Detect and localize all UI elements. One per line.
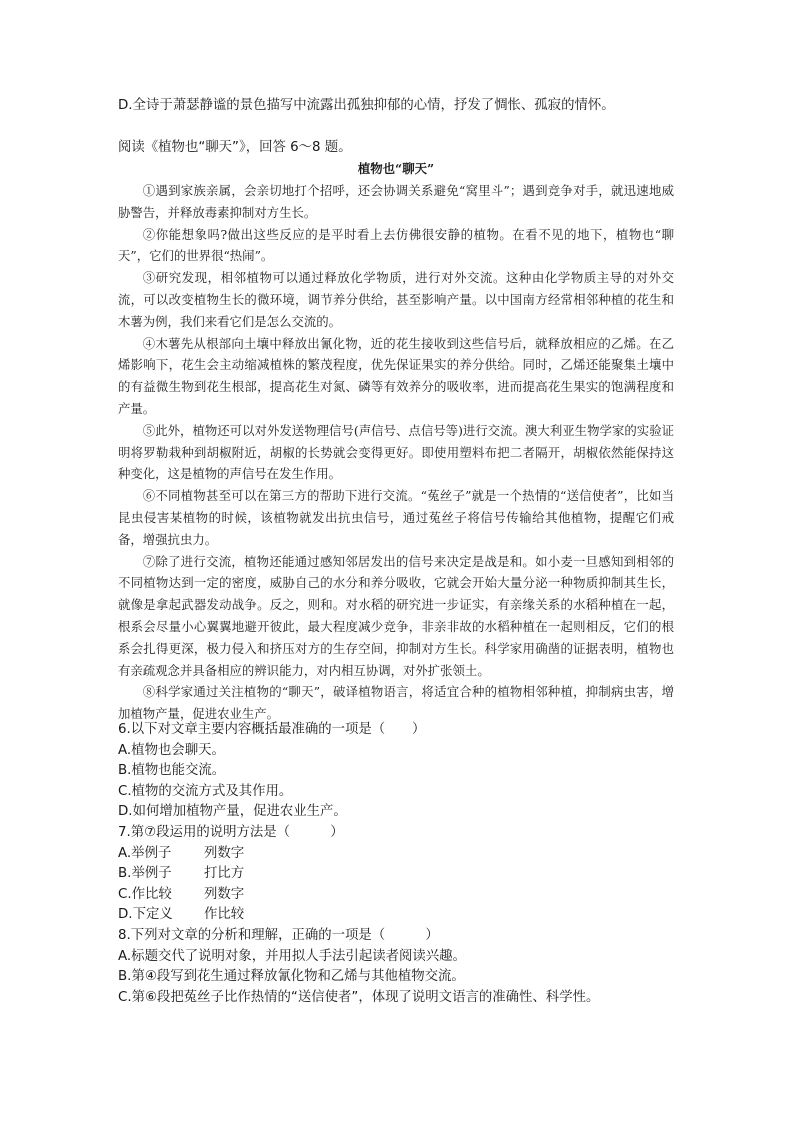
question-6-option-d: D.如何增加植物产量，促进农业生产。	[118, 804, 347, 820]
option-method: 列数字	[204, 845, 245, 861]
option-method: 作比较	[204, 907, 245, 923]
option-label: A.举例子	[118, 845, 172, 861]
question-list	[118, 720, 599, 1008]
article-paragraph-5: ⑤此外，植物还可以对外发送物理信号(声信号、点信号等)进行交流。澳大利亚生物学家的实验证明将罗勒栽种到胡椒附近，胡椒的长势就会变得更好。即使用塑料布把二者隔开，胡椒依然能保持这种变化，这是植物的声信号在发生作用。	[118, 422, 674, 482]
question-6-option-b: B.植物也能交流。	[118, 763, 226, 779]
question-6-stem: 6.以下对文章主要内容概括最准确的一项是（ ）	[118, 722, 426, 737]
article-body	[118, 180, 674, 725]
previous-option-d: D.全诗于萧瑟静谧的景色描写中流露出孤独抑郁的心情，抒发了惆怅、孤寂的情怀。	[118, 98, 615, 113]
option-label: C.作比较	[118, 886, 172, 902]
question-8-stem: 8.下列对文章的分析和理解，正确的一项是（ ）	[118, 927, 439, 943]
article-paragraph-6: ⑥不同植物甚至可以在第三方的帮助下进行交流。“菟丝子”就是一个热情的“送信使者”，比如当昆虫侵害某植物的时候，该植物就发出抗虫信号，通过菟丝子将信号传输给其他植物，提醒它们戒备，增强抗虫力。	[118, 488, 674, 547]
article-paragraph-8: ⑧科学家通过关注植物的“聊天”，破译植物语言，将适宜合种的植物相邻种植，抑制病虫害，增加植物产量，促进农业生产。	[118, 684, 674, 722]
question-8-option-b: B.第④段写到花生通过释放氰化物和乙烯与其他植物交流。	[118, 969, 465, 985]
option-method: 打比方	[204, 866, 245, 882]
question-8-option-a: A.标题交代了说明对象，并用拟人手法引起读者阅读兴趣。	[118, 948, 466, 964]
question-7-option-a	[118, 844, 599, 865]
question-7-stem: 7.第⑦段运用的说明方法是（ ）	[118, 824, 344, 840]
option-label: B.举例子	[118, 866, 172, 882]
question-7-option-b	[118, 864, 599, 885]
article-title: 植物也“聊天”	[357, 161, 435, 176]
article-paragraph-4: ④木薯先从根部向土壤中释放出氰化物，近的花生接收到这些信号后，就释放相应的乙烯。在乙烯影响下，花生会主动缩减植株的繁茂程度，优先保证果实的养分供给。同时，乙烯还能聚集土壤中的有益微生物到花生根部，提高花生对氮、磷等有效养分的吸收率，进而提高花生果实的饱满程度和产量。	[118, 335, 674, 416]
article-paragraph-3: ③研究发现，相邻植物可以通过释放化学物质，进行对外交流。这种由化学物质主导的对外交流，可以改变植物生长的微环境，调节养分供给，甚至影响产量。以中国南方经常相邻种植的花生和木薯为例，我们来看它们是怎么交流的。	[118, 270, 674, 329]
article-paragraph-7: ⑦除了进行交流，植物还能通过感知邻居发出的信号来决定是战是和。如小麦一旦感知到相邻的不同植物达到一定的密度，威胁自己的水分和养分吸收，它就会开始大量分泌一种物质抑制其生长，就像是拿起武器发动战争。反之，则和。对水稻的研究进一步证实，有亲缘关系的水稻种植在一起，根系会尽量小心翼翼地避开彼此，最大程度减少竞争，非亲非故的水稻种植在一起则相反，它们的根系会扎得更深，极力侵入和挤压对方的生存空间，抑制对方生长。科学家用确凿的证据表明，植物也有亲疏观念并具备相应的辨识能力，对内相互协调，对外扩张领土。	[118, 553, 674, 678]
reading-prompt: 阅读《植物也“聊天”》，回答 6～8 题。	[118, 140, 352, 155]
article-paragraph-1: ①遇到家族亲属，会亲切地打个招呼，还会协调关系避免“窝里斗”；遇到竞争对手，就迅速地威胁警告，并释放毒素抑制对方生长。	[118, 183, 674, 220]
option-label: D.下定义	[118, 907, 173, 923]
question-6-option-a: A.植物也会聊天。	[118, 742, 225, 758]
option-method: 列数字	[204, 886, 245, 902]
article-paragraph-2: ②你能想象吗?做出这些反应的是平时看上去仿佛很安静的植物。在看不见的地下，植物也“聊天”，它们的世界很“热闹”。	[118, 226, 674, 264]
question-8-option-c: C.第⑥段把菟丝子比作热情的“送信使者”，体现了说明文语言的准确性、科学性。	[118, 989, 600, 1005]
question-7-option-c	[118, 885, 599, 906]
question-6-option-c: C.植物的交流方式及其作用。	[118, 783, 293, 799]
question-7-option-d	[118, 905, 599, 926]
